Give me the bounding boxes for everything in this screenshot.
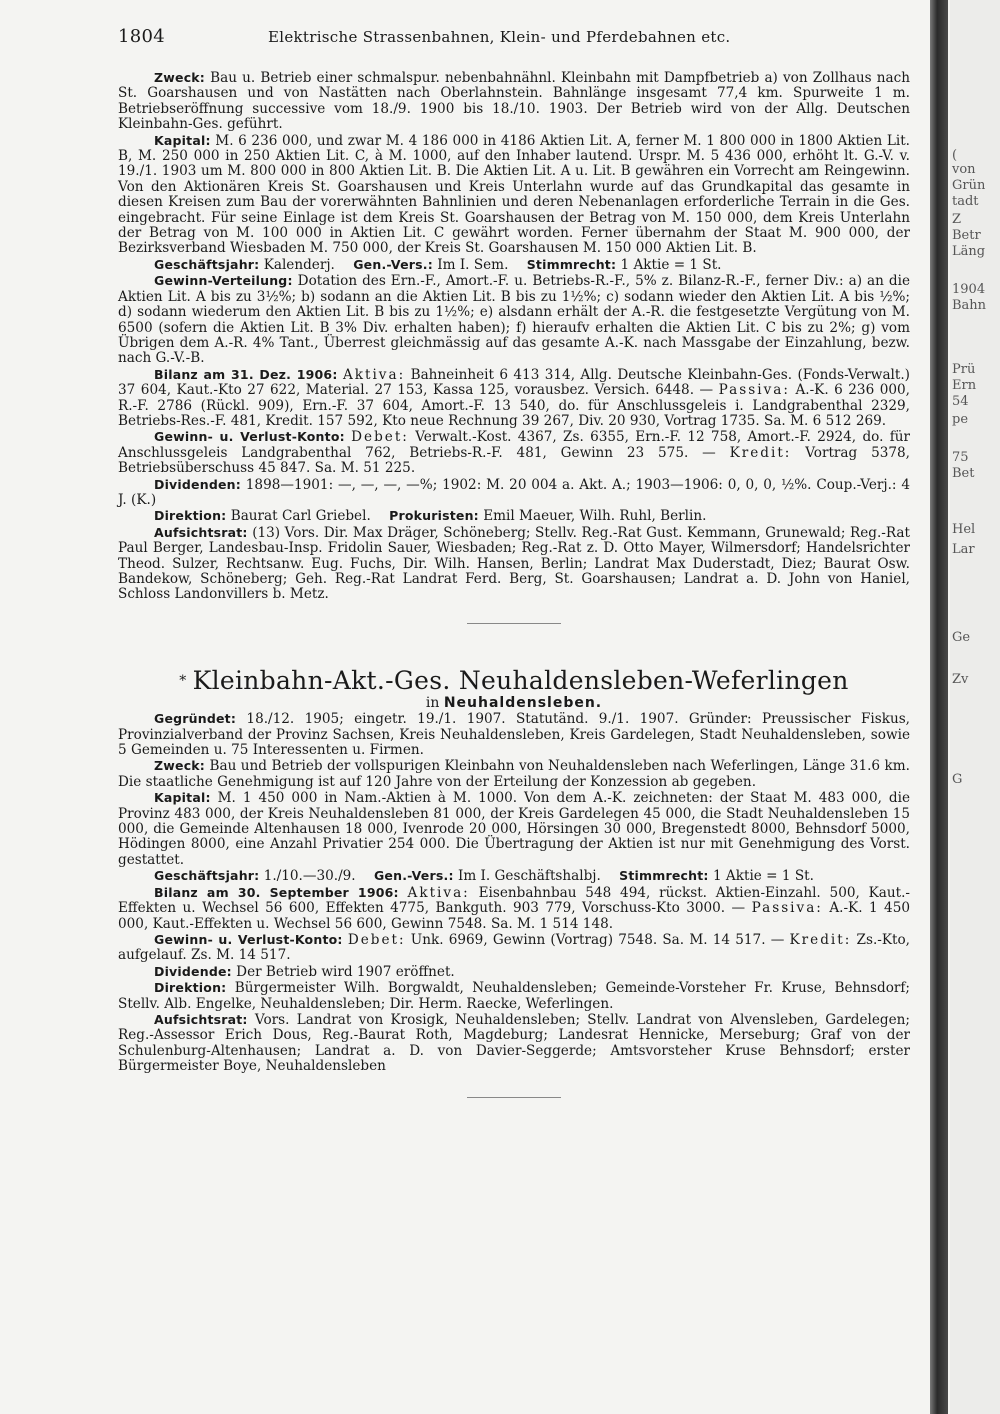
entry-label: Aufsichtsrat: (154, 524, 248, 540)
aufsichtsrat-entry (118, 1012, 910, 1075)
margin-fragment: 1904 (952, 282, 986, 297)
margin-fragment: Ern (952, 378, 977, 393)
aufsichtsrat-entry (118, 525, 910, 603)
geschaeftsjahr-entry (118, 257, 910, 273)
entry-text: 1 Aktie = 1 St. (712, 868, 814, 885)
page-body (118, 70, 910, 1098)
entry-text: Im I. Sem. (437, 256, 509, 273)
entry-label: Gewinn- u. Verlust-Konto: (154, 429, 345, 445)
page-number: 1804 (118, 26, 166, 47)
geschaeftsjahr-entry (118, 868, 910, 884)
dividenden-entry (118, 477, 910, 509)
entry-text: Emil Maeuer, Wilh. Ruhl, Berlin. (483, 508, 707, 525)
entry-text: Bau und Betrieb der vollspurigen Kleinbahn von Neuhaldensleben nach Weferlingen, Länge 31.6 km. Die staatliche Genehmigung ist auf 120 Jahre von der Erteilung der Konzession ab gegeben. (118, 758, 910, 790)
facing-page-bleed (950, 0, 1000, 1414)
entry-label: Gegründet: (154, 711, 237, 727)
kapital-entry (118, 133, 910, 257)
debet-label: Debet: (351, 429, 409, 446)
entry-text: Unk. 6969, Gewinn (Vortrag) 7548. Sa. M. 14 517. — (410, 931, 785, 948)
aktiva-label: Aktiva: (407, 884, 470, 901)
entry-label: Gen.-Vers.: (353, 256, 433, 272)
company-seat (118, 696, 910, 711)
seat-prefix: in (425, 694, 440, 711)
entry-text: Baurat Carl Griebel. (230, 508, 371, 525)
entry-text: Eisenbahnbau 548 494, rückst. Aktien-Einzahl. 500, Kaut.-Effekten u. Wechsel 56 600, Effekten 4775, Bankguth. 903 779, Vorschuss-Kto 3000. — (118, 884, 911, 917)
debet-label: Debet: (347, 931, 406, 948)
entry-text: M. 6 236 000, und zwar M. 4 186 000 in 4186 Aktien Lit. A, ferner M. 1 800 000 in 1800 Aktien Lit. B, M. 250 000 in 250 Aktien Lit. C, à M. 1000, auf den Inhaber lautend. Urspr. M. 5 436 000, erhöht lt. G.-V. v. 19./1. 1903 um M. 800 000 in 800 Aktien Lit. B. Die Aktien Lit. A u. Lit. B gewähren ein Vorrecht am Reingewinn. Von den Aktionären Kreis St. Goarshausen und Kreis Unterlahn wurde auf das Grundkapital das gesamte in diesen Kreisen zum Bau der vorerwähnten Bahnlinien und deren Nebenanlagen erforderliche Terrain in die Ges. eingebracht. Für seine Einlage ist dem Kreis St. Goarshausen der Betrag von M. 150 000, dem Kreis Unterlahn der Betrag von M. 100 000 in Aktien Lit. C gewährt worden. Ferner übernahm der Staat M. 900 000, der Bezirksverband Wiesbaden M. 750 000, der Kreis St. Goarshausen M. 150 000 Aktien Lit. B. (118, 132, 911, 257)
section-divider (467, 1097, 561, 1098)
company-title (118, 666, 910, 696)
entry-label: Stimmrecht: (526, 256, 617, 272)
seat-place: Neuhaldensleben. (443, 694, 603, 711)
section-divider (467, 623, 561, 624)
entry-label: Dividenden: (154, 476, 241, 492)
entry-label: Zweck: (154, 70, 206, 85)
kredit-label: Kredit: (789, 931, 852, 948)
entry-text: Bürgermeister Wilh. Borgwaldt, Neuhaldensleben; Gemeinde-Vorsteher Fr. Kruse, Behnsdorf; Stellv. Alb. Engelke, Neuhaldensleben; Dir. Herm. Raecke, Weferlingen. (118, 980, 910, 1012)
entry-label: Aufsichtsrat: (154, 1011, 248, 1027)
margin-fragment: Z (952, 212, 962, 227)
entry-text: 18./12. 1905; eingetr. 19./1. 1907. Statutänd. 9./1. 1907. Gründer: Preussischer Fiskus, Provinzialverband der Provinz Sachsen, Kreis Neuhaldensleben, Kreis Gardelegen, Stadt Neuhaldensleben, sowie 5 Gemeinden u. 75 Interessenten u. Firmen. (118, 711, 910, 759)
entry-text: Kalenderj. (263, 256, 335, 273)
margin-fragment: Zv (952, 672, 969, 687)
margin-fragment: ( (952, 148, 958, 163)
company-name: Kleinbahn-Akt.-Ges. Neuhaldensleben-Weferlingen (192, 665, 849, 695)
entry-label: Direktion: (154, 980, 227, 996)
entry-label: Stimmrecht: (619, 868, 709, 884)
entry-text: Zs.-Kto, aufgelauf. Zs. M. 14 517. (118, 931, 910, 964)
entry-text: 1898—1901: —, —, —, —%; 1902: M. 20 004 a. Akt. A.; 1903—1906: 0, 0, 0, ½%. Coup.-Verj.: 4 J. (K.) (118, 476, 910, 508)
margin-fragment: Ge (952, 630, 971, 645)
entry-label: Gen.-Vers.: (373, 868, 454, 884)
entry-label: Gewinn- u. Verlust-Konto: (154, 931, 343, 947)
entry-label: Prokuristen: (389, 508, 479, 524)
entry-text: Bahneinheit 6 413 314, Allg. Deutsche Kleinbahn-Ges. (Fonds-Verwalt.) 37 604, Kaut.-Kto 27 622, Material. 27 153, Kassa 125, vorausbez. Versich. 6448. — (118, 366, 910, 399)
entry-text: A.-K. 6 236 000, R.-F. 2786 (Rückl. 909), Ern.-F. 37 604, Amort.-F. 13 540, do. für Anschlussgeleis i. Landgrabenthal 2329, Betriebs-Res.-F. 481, Kredit. 157 592, Kto neue Rechnung 39 267, Div. 20 930, Vortrag 1735. Sa. M. 6 512 269. (118, 382, 910, 429)
entry-text: Vortrag 5378, Betriebsüberschuss 45 847. Sa. M. 51 225. (118, 444, 910, 477)
gewinn-verteilung-entry (118, 273, 910, 366)
entry-label: Zweck: (154, 758, 206, 774)
margin-fragment: G (952, 772, 963, 787)
entry-label: Bilanz am 30. September 1906: (154, 884, 399, 900)
entry-text: Verwalt.-Kost. 4367, Zs. 6355, Ern.-F. 12 758, Amort.-F. 2924, do. für Anschlussgeleis Landgrabenthal 762, Betriebs-R.-F. 481, Gewinn 23 575. — (118, 429, 910, 461)
book-gutter (930, 0, 948, 1414)
gegruendet-entry (118, 711, 910, 758)
bilanz-entry (118, 885, 910, 932)
aktiva-label: Aktiva: (342, 366, 406, 383)
margin-fragment: Prü (952, 362, 976, 377)
passiva-label: Passiva: (751, 900, 823, 917)
guv-entry (118, 932, 910, 964)
entry-text: 1./10.—30./9. (263, 868, 356, 885)
running-head: Elektrische Strassenbahnen, Klein- und Pferdebahnen etc. (268, 28, 731, 46)
margin-fragment: Betr (952, 228, 981, 243)
entry-label: Geschäftsjahr: (154, 256, 260, 272)
margin-fragment: 75 (952, 450, 969, 465)
entry-text: A.-K. 1 450 000, Kaut.-Effekten u. Wechsel 56 600, Gewinn 7548. Sa. M. 1 514 148. (118, 900, 910, 932)
margin-fragment: Hel (952, 522, 976, 537)
zweck-entry (118, 70, 910, 133)
passiva-label: Passiva: (718, 382, 790, 399)
margin-fragment: pe (952, 412, 969, 427)
entry-label: Gewinn-Verteilung: (154, 273, 293, 289)
entry-text: Im I. Geschäftshalbj. (457, 868, 601, 885)
entry-text: M. 1 450 000 in Nam.-Aktien à M. 1000. Von dem A.-K. zeichneten: der Staat M. 483 000, die Provinz 483 000, der Kreis Neuhaldensleben 81 000, der Kreis Gardelegen 45 000, die Stadt Neuhaldensleben 15 000, die Gemeinde Altenhausen 18 000, Ivenrode 20 000, Hörsingen 30 000, Bregenstedt 8000, Behnsdorf 5000, Hödingen 8000, eine Anzahl Privatier 254 000. Die Übertragung der Aktien ist nur mit Genehmigung des Vorst. gestattet. (118, 790, 910, 868)
margin-fragment: Grün (952, 178, 986, 193)
bilanz-entry (118, 367, 910, 430)
entry-text: (13) Vors. Dir. Max Dräger, Schöneberg; Stellv. Reg.-Rat Gust. Kemmann, Grunewald; Reg.-Rat Paul Berger, Landesbau-Insp. Fridolin Sauer, Wiesbaden; Reg.-Rat z. D. Otto Mayer, Wilmersdorf; Handelsrichter Theod. Sulzer, Rechtsanw. Eug. Fuchs, Dir. Wilh. Hansen, Berlin; Landrat Max Duderstadt, Diez; Baurat Osw. Bandekow, Schöneberg; Geh. Reg.-Rat Landrat Ferd. Berg, St. Goarshausen; Landrat a. D. John von Haniel, Schloss Landonvillers b. Metz. (118, 524, 910, 603)
margin-fragment: tadt (952, 194, 979, 209)
entry-label: Dividende: (154, 963, 232, 979)
entry-label: Kapital: (154, 790, 211, 806)
entry-label: Bilanz am 31. Dez. 1906: (154, 366, 338, 382)
kapital-entry (118, 790, 910, 868)
asterisk-mark: * (179, 672, 187, 689)
entry-text: Der Betrieb wird 1907 eröffnet. (236, 963, 455, 980)
guv-entry (118, 429, 910, 476)
dividende-entry (118, 964, 910, 980)
margin-fragment: 54 (952, 394, 969, 409)
margin-fragment: Lar (952, 542, 975, 557)
zweck-entry (118, 758, 910, 790)
entry-text: Vors. Landrat von Krosigk, Neuhaldensleben; Stellv. Landrat von Alvensleben, Gardelegen; Reg.-Assessor Erich Dous, Reg.-Baurat Roth, Magdeburg; Landesrat Hennicke, Merseburg; Graf von der Schulenburg-Altenhausen; Landrat a. D. von Davier-Seggerde; Amtsvorsteher Kruse Behnsdorf; erster Bürgermeister Boye, Neuhaldensleben (118, 1011, 910, 1075)
entry-text: Dotation des Ern.-F., Amort.-F. u. Betriebs-R.-F., 5% z. Bilanz-R.-F., ferner Div.: a) an die Aktien Lit. A bis zu 3½%; b) sodann an die Aktien Lit. B bis zu 1½%; c) sodann wieder den Aktien Lit. A bis ½%; d) sodann wiederum den Aktien Lit. B bis zu 1½%; e) alsdann erhält der A.-R. die festgesetzte Vergütung von M. 6500 (sofern die Aktien Lit. B 3% Div. erhalten haben); f) hieraufv erhalten die Aktien Lit. C bis zu 2%; g) vom Übrigen dem A.-R. 4% Tant., Überrest gleichmässig auf das gesamte A.-K. nach Massgabe der Einzahlung, bezw. nach G.-V.-B. (118, 273, 911, 367)
margin-fragment: Bet (952, 466, 975, 481)
kredit-label: Kredit: (729, 444, 792, 461)
entry-text: 1 Aktie = 1 St. (620, 256, 722, 273)
entry-label: Geschäftsjahr: (154, 868, 260, 884)
entry-label: Direktion: (154, 508, 227, 524)
entry-text: Bau u. Betrieb einer schmalspur. nebenbahnähnl. Kleinbahn mit Dampfbetrieb a) von Zollhaus nach St. Goarshausen und von Nastätten nach Oberlahnstein. Bahnlänge insgesamt 77,4 km. Spurweite 1 m. Betriebseröffnung successive vom 18./9. 1900 bis 18./10. 1903. Der Betrieb wird von der Allg. Deutschen Kleinbahn-Ges. geführt. (118, 70, 911, 133)
entry-label: Kapital: (154, 132, 211, 148)
margin-fragment: Läng (952, 244, 986, 259)
margin-fragment: Bahn (952, 298, 987, 313)
direktion-entry (118, 508, 910, 524)
direktion-entry (118, 980, 910, 1012)
margin-fragment: von (952, 162, 976, 177)
